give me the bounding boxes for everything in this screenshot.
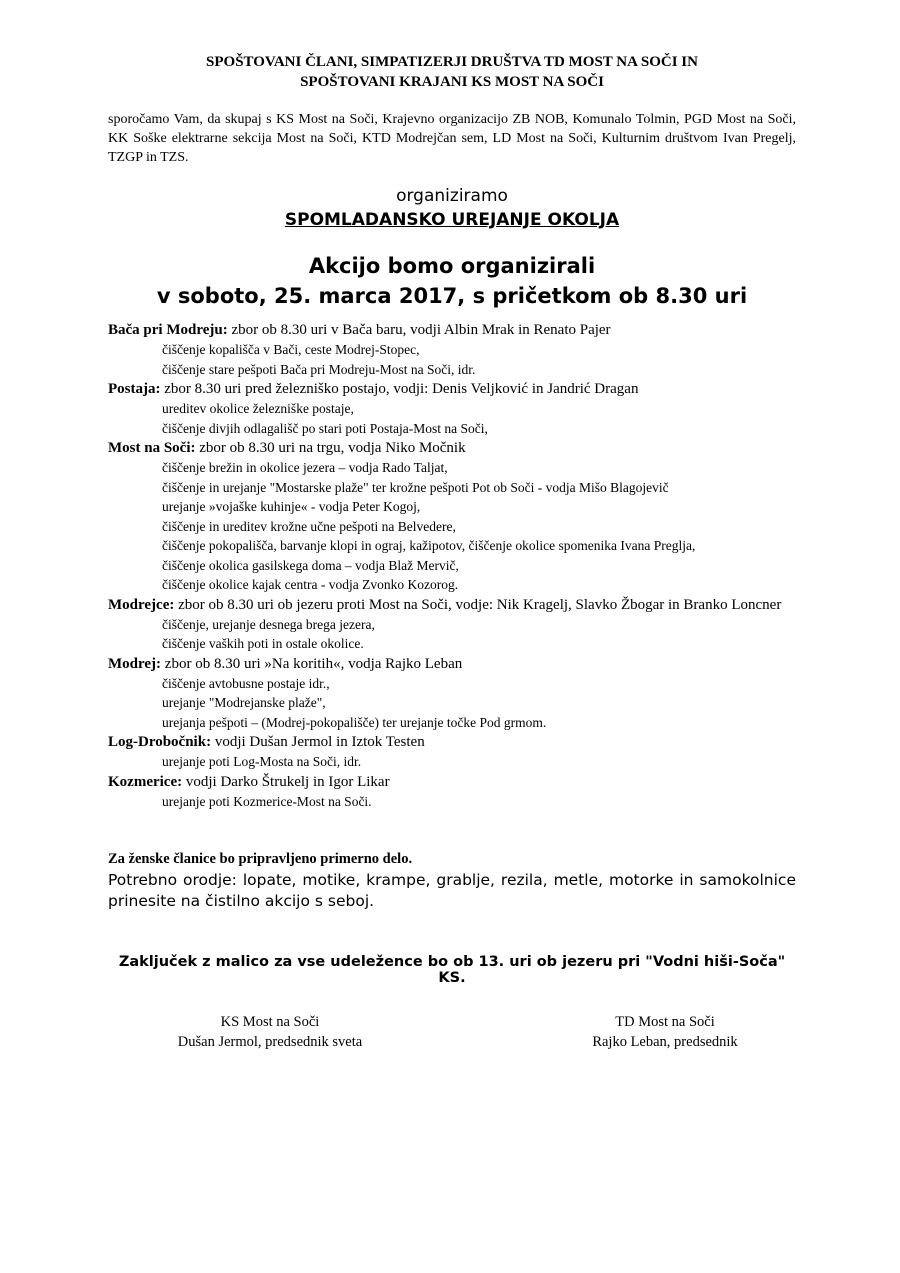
location-group — [108, 379, 796, 438]
location-info: vodji Darko Štrukelj in Igor Likar — [182, 773, 390, 790]
akcija-line-2: v soboto, 25. marca 2017, s pričetkom ob 8.30 uri — [156, 284, 748, 308]
signature-right-name: Rajko Leban, predsednik — [592, 1034, 738, 1050]
task-item: urejanja pešpoti – (Modrej-pokopališče) ter urejanje točke Pod grmom. — [162, 714, 547, 730]
task-item: čiščenje okolica gasilskega doma – vodja Blaž Mervič, — [162, 557, 459, 573]
location-group — [108, 595, 796, 654]
location-group — [108, 732, 796, 772]
location-name: Kozmerice: — [108, 773, 183, 790]
women-note: Za ženske članice bo pripravljeno primerno delo. — [108, 851, 413, 867]
location-info: zbor 8.30 uri pred železniško postajo, vodji: Denis Veljković in Jandrić Dragan — [160, 381, 639, 397]
location-info: zbor ob 8.30 uri na trgu, vodja Niko Močnik — [195, 440, 466, 456]
location-group — [108, 772, 796, 812]
location-group — [108, 654, 796, 733]
location-name: Bača pri Modreju: — [108, 322, 228, 338]
task-item: čiščenje divjih odlagališč po stari poti Postaja-Most na Soči, — [162, 420, 488, 436]
task-item: urejanje poti Log-Mosta na Soči, idr. — [162, 754, 362, 769]
task-item: čiščenje vaških poti in ostale okolice. — [162, 636, 364, 651]
location-name: Modrejce: — [108, 596, 175, 613]
location-info: zbor ob 8.30 uri »Na koritih«, vodja Rajko Leban — [161, 655, 463, 672]
heading-line-1: SPOŠTOVANI ČLANI, SIMPATIZERJI DRUŠTVA TD MOST NA SOČI IN — [206, 54, 698, 70]
location-name: Modrej: — [108, 655, 162, 672]
signature-left-org: KS Most na Soči — [220, 1014, 320, 1030]
location-header — [108, 379, 796, 399]
task-item: čiščenje, urejanje desnega brega jezera, — [162, 616, 375, 632]
location-info: zbor ob 8.30 uri v Bača baru, vodji Albin Mrak in Renato Pajer — [227, 322, 611, 338]
task-item: čiščenje stare pešpoti Bača pri Modreju-Most na Soči, idr. — [162, 361, 476, 377]
signature-right — [535, 1012, 795, 1052]
akcija-line-1: Akcijo bomo organizirali — [308, 254, 596, 278]
heading-line-2: SPOŠTOVANI KRAJANI KS MOST NA SOČI — [300, 74, 604, 90]
signature-left — [140, 1012, 400, 1052]
location-group — [108, 320, 796, 379]
event-title: SPOMLADANSKO UREJANJE OKOLJA — [284, 210, 620, 230]
event-date-block — [108, 251, 796, 311]
task-item: čiščenje brežin in okolice jezera – vodja Rado Taljat, — [162, 460, 448, 475]
task-item: urejanje "Modrejanske plaže", — [162, 695, 326, 710]
location-name: Log-Drobočnik: — [108, 734, 212, 750]
task-item: čiščenje in ureditev krožne učne pešpoti na Belvedere, — [162, 518, 456, 534]
task-item: čiščenje avtobusne postaje idr., — [162, 675, 330, 691]
location-info: vodji Dušan Jermol in Iztok Testen — [211, 734, 425, 750]
intro-paragraph: sporočamo Vam, da skupaj s KS Most na Soči, Krajevno organizacijo ZB NOB, Komunalo Tolmin, PGD Most na Soči, KK Soške elektrarne sekcija Most na Soči, KTD Modrejčan sem, LD Most na Soči, Kulturnim društvom Ivan Pregelj, TZGP in TZS. — [108, 112, 796, 165]
location-group — [108, 438, 796, 595]
task-item: čiščenje okolice kajak centra - vodja Zvonko Kozorog. — [162, 577, 459, 592]
location-name: Most na Soči: — [108, 440, 196, 456]
signature-right-org: TD Most na Soči — [615, 1014, 715, 1030]
location-header — [108, 732, 796, 752]
location-info: zbor ob 8.30 uri ob jezeru proti Most na Soči, vodje: Nik Kragelj, Slavko Žbogar in Branko Loncner — [174, 596, 782, 613]
task-item: urejanje poti Kozmerice-Most na Soči. — [162, 793, 372, 809]
location-header — [108, 438, 796, 458]
location-header — [108, 772, 796, 792]
task-item: ureditev okolice železniške postaje, — [162, 401, 354, 416]
signature-left-name: Dušan Jermol, predsednik sveta — [177, 1034, 363, 1050]
task-item: čiščenje pokopališča, barvanje klopi in ograj, kažipotov, čiščenje okolice spomenika Ivana Preglja, — [162, 538, 696, 553]
task-item: čiščenje in urejanje "Mostarske plaže" ter krožne pešpoti Pot ob Soči - vodja Mišo Blagojevič — [162, 479, 669, 495]
tools-note: Potrebno orodje: lopate, motike, krampe, grablje, rezila, metle, motorke in samokolnice prinesite na čistilno akcijo s seboj. — [108, 871, 796, 910]
document-heading — [108, 52, 796, 92]
closing-note: Zaključek z malico za vse udeležence bo ob 13. uri ob jezeru pri "Vodni hiši-Soča" KS. — [118, 954, 786, 986]
location-header — [108, 595, 796, 615]
task-item: čiščenje kopališča v Bači, ceste Modrej-Stopec, — [162, 342, 420, 357]
schedule-list — [108, 320, 796, 811]
organiziramo-label: organiziramo — [396, 186, 508, 206]
location-header — [108, 320, 796, 340]
location-name: Postaja: — [108, 381, 161, 397]
task-item: urejanje »vojaške kuhinje« - vodja Peter Kogoj, — [162, 499, 421, 514]
location-header — [108, 654, 796, 674]
